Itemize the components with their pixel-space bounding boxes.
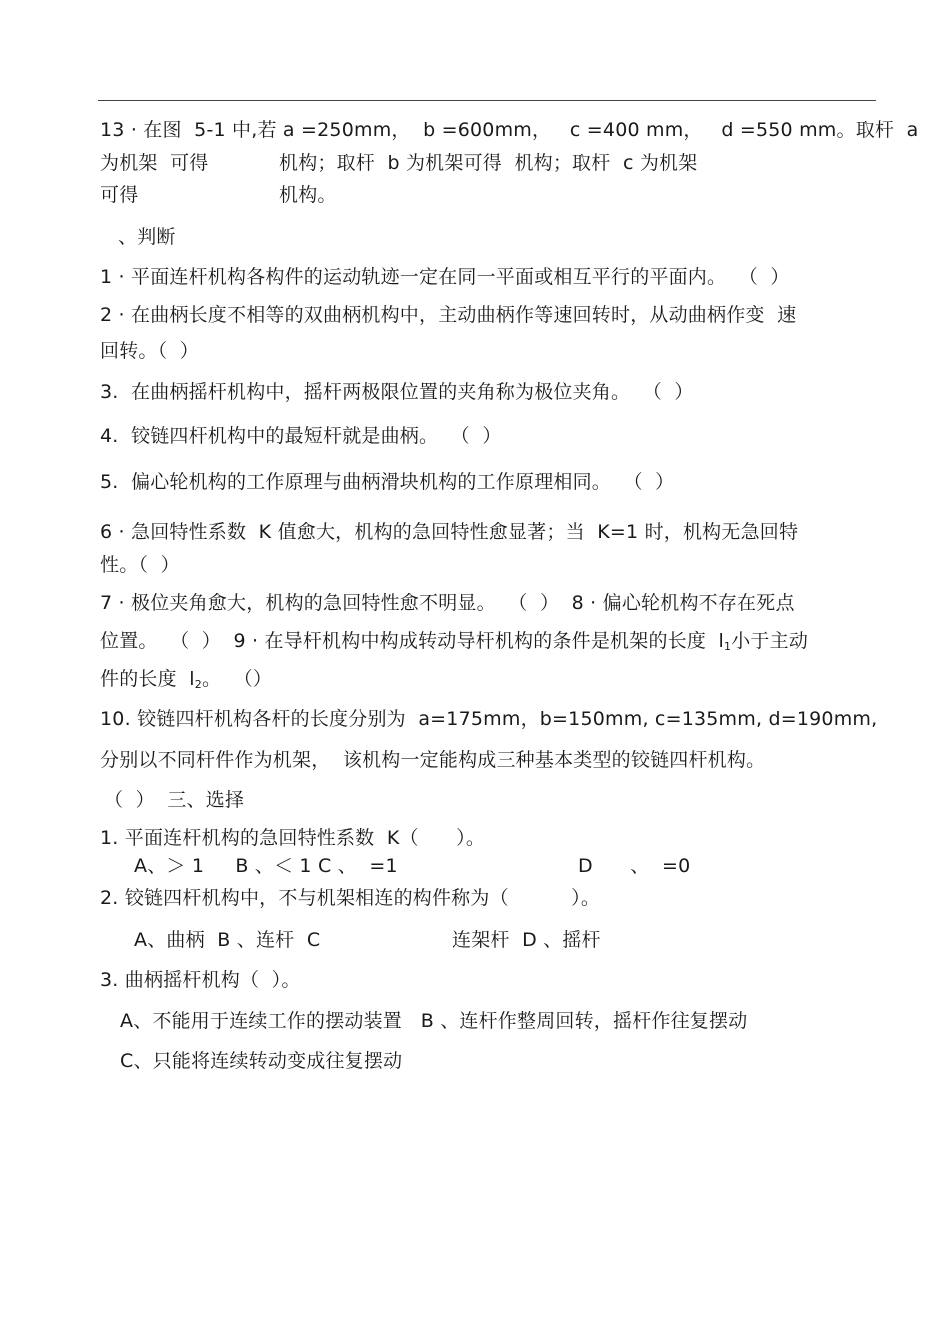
choice-q1-option-d: D 、 =0 [578,855,691,877]
judge-item-10-cont: 分别以不同杆件作为机架， 该机构一定能构成三种基本类型的铰链四杆机构。 [100,749,766,771]
judge-item-9-text: 位置。 （ ） 9 · 在导杆机构中构成转动导杆机构的条件是机架的长度 l [100,630,725,652]
judge-item-9-cont [100,667,272,694]
judge-item-7-8: 7 · 极位夹角愈大，机构的急回特性愈不明显。 （ ） 8 · 偏心轮机构不存在死点 [100,592,795,614]
q13-line-3a: 可得 [100,184,139,206]
judge-item-2: 2 · 在曲柄长度不相等的双曲柄机构中，主动曲柄作等速回转时，从动曲柄作变 速 [100,304,797,326]
judge-item-2-cont: 回转。（ ） [100,340,199,362]
choice-q2: 2. 铰链四杆机构中，不与机架相连的构件称为（ ）。 [100,887,601,909]
choice-q1-options-abc: A、＞ 1 B 、＜ 1 C 、 =1 [134,855,398,877]
judge-item-3: 3. 在曲柄摇杆机构中，摇杆两极限位置的夹角称为极位夹角。 （ ） [100,381,694,403]
judge-item-6: 6 · 急回特性系数 K 值愈大，机构的急回特性愈显著；当 K=1 时，机构无急回特 [100,521,799,543]
choice-q3-option-c: C、只能将连续转动变成往复摆动 [120,1050,403,1072]
judge-item-5: 5. 偏心轮机构的工作原理与曲柄滑块机构的工作原理相同。 （ ） [100,471,675,493]
header-rule [98,100,876,101]
judge-item-10-end: （ ） 三、选择 [104,789,245,811]
q13-line-2b: 机构；取杆 b 为机架可得 机构；取杆 c 为机架 [279,152,698,174]
subscript-2: 2 [194,678,202,691]
choice-q3: 3. 曲柄摇杆机构（ ）。 [100,969,301,991]
judge-item-9-text-4: 。 （） [201,668,273,690]
choice-q1: 1. 平面连杆机构的急回特性系数 K（ ）。 [100,827,486,849]
judge-item-9-text-3: 件的长度 l [100,668,195,690]
judge-item-8-9 [100,629,808,656]
judge-item-9-text-2: 小于主动 [731,630,809,652]
judge-item-10: 10. 铰链四杆机构各杆的长度分别为 a=175mm，b=150mm, c=135mm, d=190mm, [100,708,878,730]
choice-q3-options-ab: A、不能用于连续工作的摆动装置 B 、连杆作整周回转，摇杆作往复摆动 [120,1010,748,1032]
choice-q2-options-abc: A、曲柄 B 、连杆 C [134,929,321,951]
choice-q2-options-cd: 连架杆 D 、摇杆 [452,929,601,951]
judge-item-4: 4. 铰链四杆机构中的最短杆就是曲柄。 （ ） [100,425,502,447]
subscript-1: 1 [724,640,732,653]
q13-line-3b: 机构。 [279,184,337,206]
judge-item-6-cont: 性。（ ） [100,554,180,576]
q13-line-2a: 为机架 可得 [100,152,209,174]
judge-item-1: 1 · 平面连杆机构各构件的运动轨迹一定在同一平面或相互平行的平面内。 （ ） [100,266,790,288]
q13-line-1: 13 · 在图 5-1 中,若 a =250mm， b =600mm， c =400 mm， d =550 mm。取杆 a [100,119,919,141]
section-judge-title: 、判断 [118,226,176,248]
